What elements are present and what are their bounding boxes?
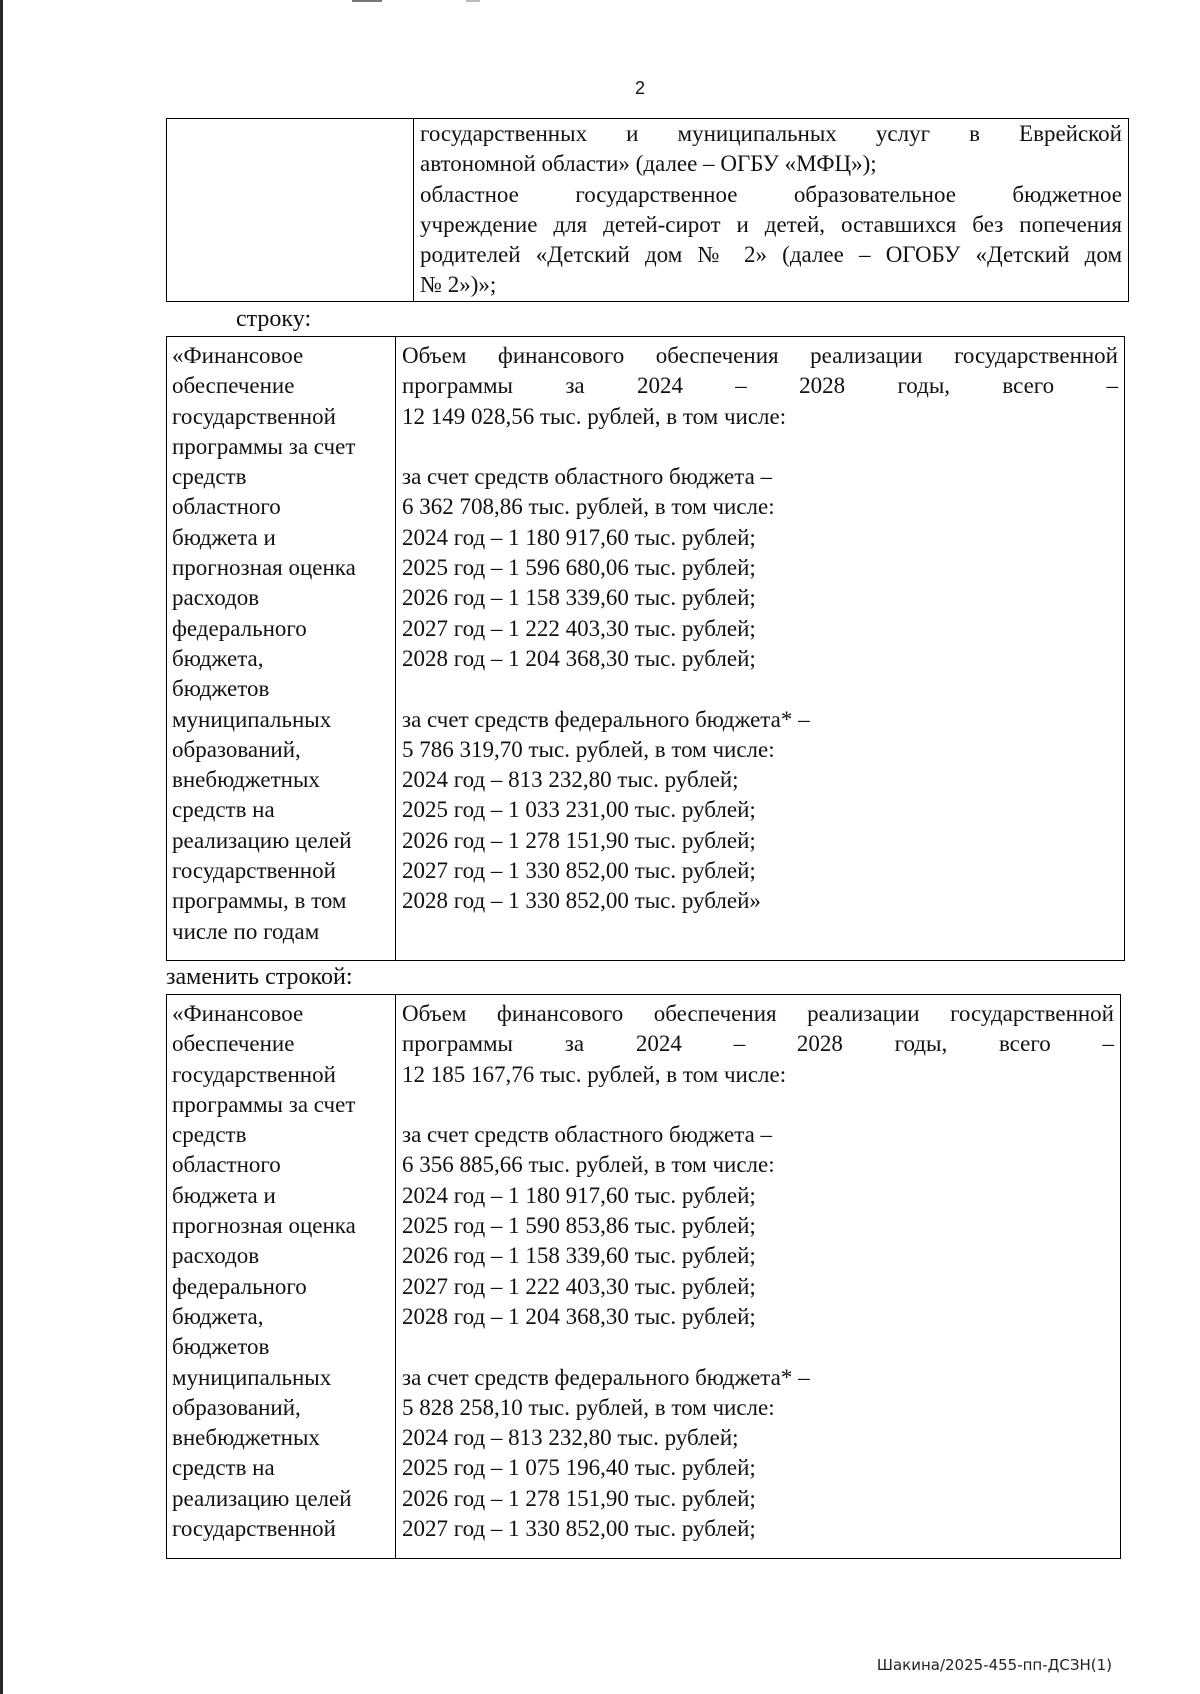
regional-year-line: 2027 год – 1 222 403,30 тыс. рублей; <box>402 1273 756 1299</box>
federal-year-line: 2026 год – 1 278 151,90 тыс. рублей; <box>402 1485 756 1511</box>
total-line: 12 185 167,76 тыс. рублей, в том числе: <box>402 1061 787 1087</box>
text-line: родителей «Детский дом № 2» (далее – ОГОБУ «Детский дом <box>420 242 1122 268</box>
label-line: программы, в том <box>172 888 347 914</box>
page-number: 2 <box>634 78 645 98</box>
label-zamenit: заменить строкой: <box>166 964 353 990</box>
regional-year-line: 2025 год – 1 590 853,86 тыс. рублей; <box>402 1213 756 1239</box>
new-row-table <box>166 994 1121 1559</box>
intro-line: программы за 2024 – 2028 годы, всего – <box>402 1031 1114 1057</box>
label-line: средств на <box>172 797 275 823</box>
text-line: государственных и муниципальных услуг в Еврейской <box>420 121 1122 146</box>
new-row-label-cell <box>167 995 396 1559</box>
label-line: обеспечение <box>172 1031 295 1057</box>
regional-year-line: 2025 год – 1 596 680,06 тыс. рублей; <box>402 555 756 581</box>
old-row-value-cell <box>396 337 1125 961</box>
label-line: муниципальных <box>172 706 332 732</box>
label-line: программы за счет <box>172 433 356 459</box>
label-line: государственной <box>172 403 336 429</box>
label-line: государственной <box>172 1061 336 1087</box>
label-line: расходов <box>172 1243 260 1269</box>
federal-year-line: 2025 год – 1 033 231,00 тыс. рублей; <box>402 797 756 823</box>
old-row-label-cell <box>167 337 396 961</box>
label-line: бюджета и <box>172 1182 276 1208</box>
label-line: бюджетов <box>172 1334 270 1360</box>
spacer <box>402 1332 1114 1362</box>
spacer <box>402 432 1118 462</box>
federal-heading: за счет средств федерального бюджета* – <box>402 706 810 732</box>
federal-year-line: 2026 год – 1 278 151,90 тыс. рублей; <box>402 827 756 853</box>
regional-year-line: 2028 год – 1 204 368,30 тыс. рублей; <box>402 1303 756 1329</box>
label-line: числе по годам <box>172 918 320 944</box>
top-table <box>166 118 1129 302</box>
top-right-cell <box>414 119 1129 302</box>
label-line: реализацию целей <box>172 827 352 853</box>
federal-heading: за счет средств федерального бюджета* – <box>402 1364 810 1390</box>
federal-year-line: 2024 год – 813 232,80 тыс. рублей; <box>402 767 739 793</box>
regional-year-line: 2026 год – 1 158 339,60 тыс. рублей; <box>402 585 756 611</box>
label-line: средств на <box>172 1455 275 1481</box>
label-line: расходов <box>172 585 260 611</box>
regional-heading: за счет средств областного бюджета – <box>402 464 773 490</box>
regional-year-line: 2027 год – 1 222 403,30 тыс. рублей; <box>402 615 756 641</box>
top-left-cell <box>167 119 414 302</box>
label-line: внебюджетных <box>172 1425 320 1451</box>
label-line: бюджета и <box>172 524 276 550</box>
federal-year-line: 2024 год – 813 232,80 тыс. рублей; <box>402 1425 739 1451</box>
regional-year-line: 2026 год – 1 158 339,60 тыс. рублей; <box>402 1243 756 1269</box>
label-line: образований, <box>172 1394 301 1420</box>
label-line: федерального <box>172 615 307 641</box>
scan-artifact <box>466 0 480 2</box>
label-line: образований, <box>172 736 301 762</box>
regional-heading: за счет средств областного бюджета – <box>402 1122 773 1148</box>
label-line: федерального <box>172 1273 307 1299</box>
text-line: № 2»)»; <box>420 272 497 298</box>
spacer <box>402 674 1118 704</box>
label-line: внебюджетных <box>172 767 320 793</box>
federal-year-line: 2027 год – 1 330 852,00 тыс. рублей; <box>402 858 756 884</box>
label-line: областного <box>172 1152 281 1178</box>
label-line: программы за счет <box>172 1091 356 1117</box>
spacer <box>402 1090 1114 1120</box>
regional-total: 6 362 708,86 тыс. рублей, в том числе: <box>402 494 775 520</box>
label-stroku: строку: <box>236 306 312 332</box>
text-line: автономной области» (далее – ОГБУ «МФЦ»); <box>420 151 877 177</box>
federal-year-line: 2028 год – 1 330 852,00 тыс. рублей» <box>402 888 761 914</box>
label-line: государственной <box>172 1516 336 1542</box>
label-line: «Финансовое <box>172 343 304 368</box>
regional-year-line: 2024 год – 1 180 917,60 тыс. рублей; <box>402 524 756 550</box>
text-line: областное государственное образовательное бюджетное <box>420 181 1122 207</box>
label-line: бюджета, <box>172 645 264 671</box>
label-line: областного <box>172 494 281 520</box>
old-row-table <box>166 336 1125 961</box>
document-footer: Шакина/2025-455-пп-ДСЗН(1) <box>876 1656 1112 1674</box>
label-line: средств <box>172 464 247 490</box>
label-line: прогнозная оценка <box>172 555 356 581</box>
label-line: «Финансовое <box>172 1001 304 1026</box>
regional-year-line: 2024 год – 1 180 917,60 тыс. рублей; <box>402 1182 756 1208</box>
federal-total: 5 828 258,10 тыс. рублей, в том числе: <box>402 1394 775 1420</box>
label-line: государственной <box>172 858 336 884</box>
federal-total: 5 786 319,70 тыс. рублей, в том числе: <box>402 736 775 762</box>
intro-line: программы за 2024 – 2028 годы, всего – <box>402 373 1118 399</box>
label-line: средств <box>172 1122 247 1148</box>
regional-total: 6 356 885,66 тыс. рублей, в том числе: <box>402 1152 775 1178</box>
label-line: обеспечение <box>172 373 295 399</box>
label-line: прогнозная оценка <box>172 1213 356 1239</box>
intro-line: Объем финансового обеспечения реализации государственной <box>402 343 1118 368</box>
text-line: учреждение для детей-сирот и детей, оставшихся без попечения <box>420 211 1122 237</box>
total-line: 12 149 028,56 тыс. рублей, в том числе: <box>402 403 787 429</box>
scan-left-edge <box>0 0 3 1694</box>
intro-line: Объем финансового обеспечения реализации государственной <box>402 1001 1114 1026</box>
scan-artifact <box>352 0 382 2</box>
label-line: бюджетов <box>172 676 270 702</box>
federal-year-line: 2025 год – 1 075 196,40 тыс. рублей; <box>402 1455 756 1481</box>
label-line: реализацию целей <box>172 1485 352 1511</box>
label-line: бюджета, <box>172 1303 264 1329</box>
regional-year-line: 2028 год – 1 204 368,30 тыс. рублей; <box>402 645 756 671</box>
new-row-value-cell <box>396 995 1121 1559</box>
label-line: муниципальных <box>172 1364 332 1390</box>
federal-year-line: 2027 год – 1 330 852,00 тыс. рублей; <box>402 1516 756 1542</box>
